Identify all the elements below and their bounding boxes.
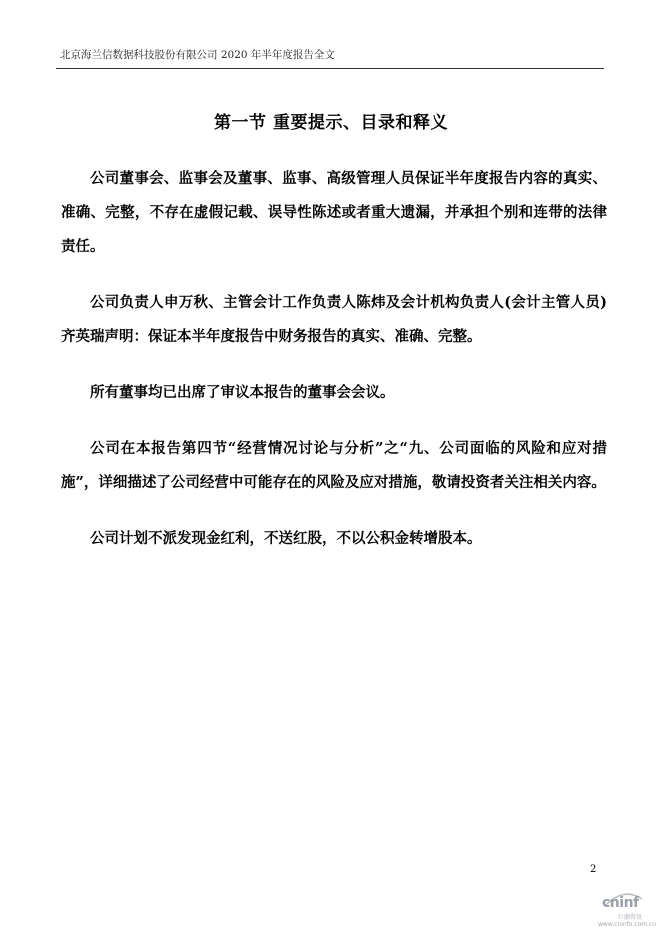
logo-wordmark: cninf bbox=[602, 895, 639, 911]
page-number: 2 bbox=[590, 864, 597, 875]
body-text bbox=[61, 162, 607, 578]
logo-url: www.cninfo.com.cn bbox=[598, 921, 657, 928]
paragraph-board-attendance: 所有董事均已出席了审议本报告的董事会会议。 bbox=[90, 384, 395, 401]
paragraph-dividend-plan: 公司计划不派发现金红利，不送红股，不以公积金转增股本。 bbox=[90, 530, 482, 547]
paragraph-financial-statement: 公司负责人申万秋、主管会计工作负责人陈炜及会计机构负责人(会计主管人员)齐英瑞声明：保证本半年度报告中财务报告的真实、准确、完整。 bbox=[61, 294, 607, 345]
logo-chinese-name: 巨潮资讯 bbox=[618, 914, 643, 921]
header-divider bbox=[56, 68, 604, 69]
running-header: 北京海兰信数据科技股份有限公司 2020 年半年度报告全文 bbox=[60, 49, 335, 61]
section-title: 第一节 重要提示、目录和释义 bbox=[214, 113, 448, 133]
paragraph-responsibility: 公司董事会、监事会及董事、监事、高级管理人员保证半年度报告内容的真实、准确、完整，不存在虚假记载、误导性陈述或者重大遗漏，并承担个别和连带的法律责任。 bbox=[61, 170, 607, 255]
paragraph-risk-notice: 公司在本报告第四节“经营情况讨论与分析”之“九、公司面临的风险和应对措施”，详细描述了公司经营中可能存在的风险及应对措施，敬请投资者关注相关内容。 bbox=[61, 440, 607, 491]
cninf-logo bbox=[594, 895, 656, 931]
